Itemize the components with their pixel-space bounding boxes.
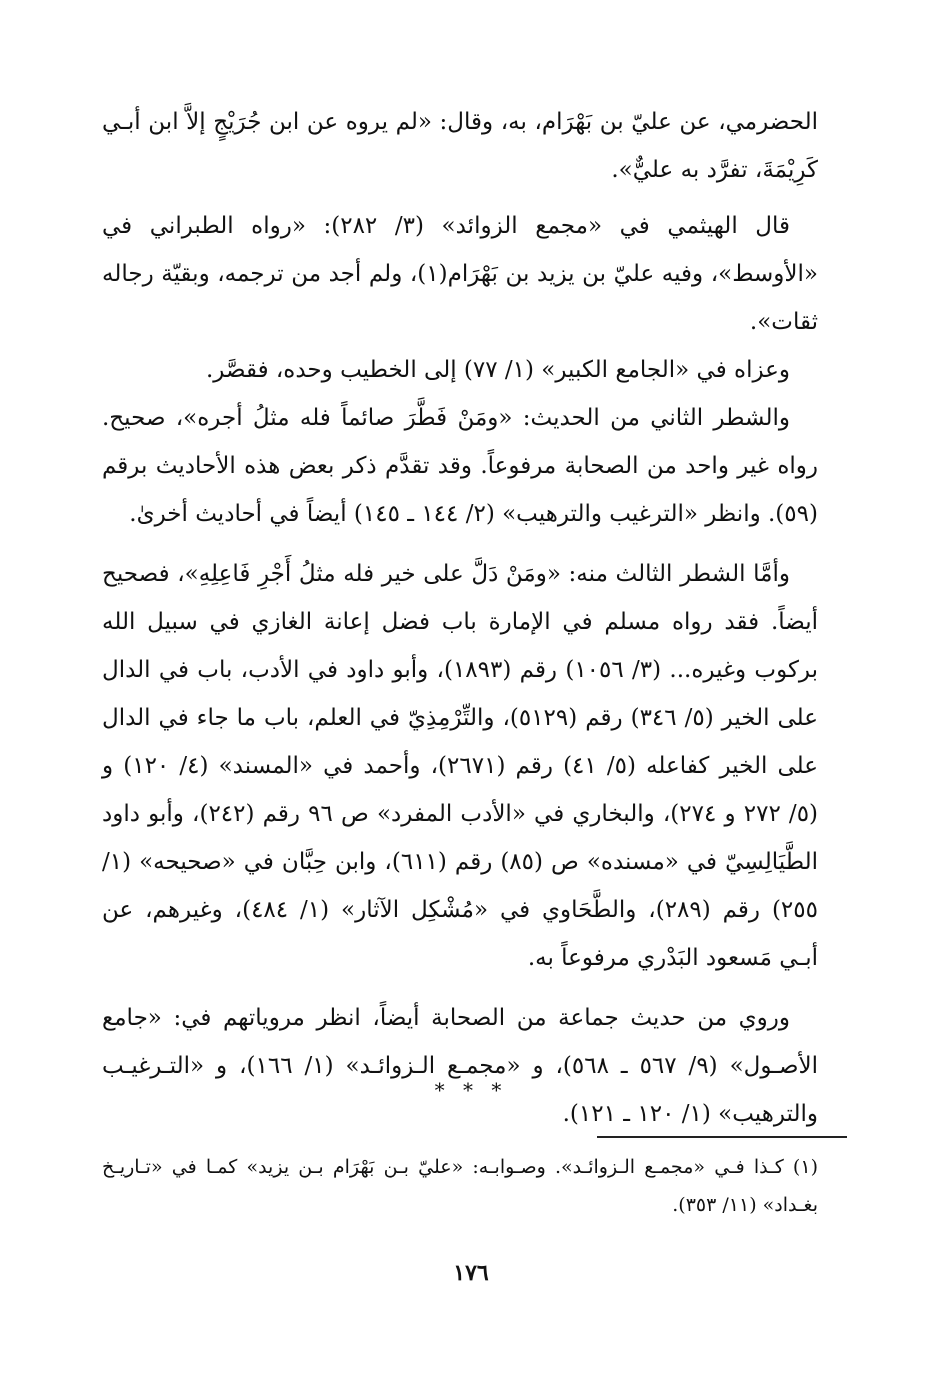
main-text xyxy=(102,98,818,1138)
paragraph-6: وروي من حديث جماعة من الصحابة أيضاً، انظر مروياتهم في: «جامع الأصـول» (٩/ ٥٦٧ ـ ٥٦٨)، و «مجمـع الـزوائـد» (١/ ١٦٦)، و «التـرغيـب والترهيب» (١/ ١٢٠ ـ ١٢١). xyxy=(102,1005,819,1127)
paragraph-4: والشطر الثاني من الحديث: «ومَنْ فَطَّرَ صائماً فله مثلُ أجره»، صحيح. رواه غير واحد من الصحابة مرفوعاً. وقد تقدَّم ذكر بعض هذه الأحاديث برقم (٥٩). وانظر «الترغيب والترهيب» (٢/ ١٤٤ ـ ١٤٥) أيضاً في أحاديث أخرىٰ. xyxy=(102,405,818,527)
footnote-1: (١) كـذا فـي «مجمـع الـزوائـد». وصـوابـه: «عليّ بـن بَهْرَام بـن يزيد» كمـا في «تـاريـخ بغـداد» (١١/ ٣٥٣). xyxy=(102,1156,818,1216)
section-separator: * * * xyxy=(434,1078,508,1102)
paragraph-2: قال الهيثمي في «مجمع الزوائد» (٣/ ٢٨٢): «رواه الطبراني في «الأوسط»، وفيه عليّ بن يزيد بن بَهْرَام(١)، ولم أجد من ترجمه، وبقيّة رجاله ثقات». xyxy=(102,213,818,335)
footnote-divider xyxy=(597,1136,847,1138)
paragraph-5: وأمَّا الشطر الثالث منه: «ومَنْ دَلَّ على خير فله مثلُ أَجْرِ فَاعِلِهِ»، فصحيح أيضاً. فقد رواه مسلم في الإمارة باب فضل إعانة الغازي في سبيل الله بركوب وغيره... (٣/ ١٠٥٦) رقم (١٨٩٣)، وأبو داود في الأدب، باب في الدال على الخير (٥/ ٣٤٦) رقم (٥١٢٩)، والتِّرْمِذِيّ في العلم، باب ما جاء في الدال على الخير كفاعله (٥/ ٤١) رقم (٢٦٧١)، وأحمد في «المسند» (٤/ ١٢٠) و (٥/ ٢٧٢ و ٢٧٤)، والبخاري في «الأدب المفرد» ص ٩٦ رقم (٢٤٢)، وأبو داود الطَّيَالِسِيّ في «مسنده» ص (٨٥) رقم (٦١١)، وابن حِبَّان في «صحيحه» (١/ ٢٥٥) رقم (٢٨٩)، والطَّحَاوي في «مُشْكِل الآثار» (١/ ٤٨٤)، وغيرهم، عن أبـي مَسعود البَدْري مرفوعاً به. xyxy=(102,561,819,971)
paragraph-3: وعزاه في «الجامع الكبير» (١/ ٧٧) إلى الخطيب وحده، فقصَّر. xyxy=(206,357,790,383)
footnotes xyxy=(102,1148,818,1224)
paragraph-1: الحضرمي، عن عليّ بن بَهْرَام، به، وقال: «لم يروه عن ابن جُرَيْجٍ إلاَّ ابن أبـي كَرِيْمَةَ، تفرَّد به عليٌّ». xyxy=(102,109,818,183)
page-number: ١٧٦ xyxy=(453,1260,489,1286)
